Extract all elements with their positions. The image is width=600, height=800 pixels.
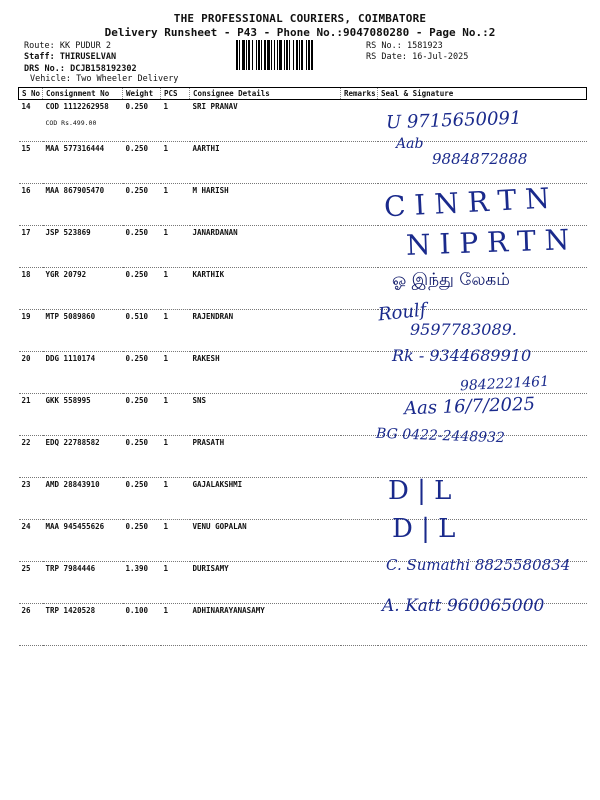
cell-sno-text: 14 xyxy=(21,102,31,111)
cell-pcs-text: 1 xyxy=(163,480,169,489)
col-header-weight: Weight xyxy=(123,88,161,100)
cell-pcs xyxy=(161,352,190,394)
drs-label: DRS No.: xyxy=(24,64,65,74)
cell-weight-text: 1.390 xyxy=(125,564,149,573)
cell-consignee-text: SRI PRANAV xyxy=(192,102,238,111)
handwriting-row-19-phone: 9597783089. xyxy=(410,320,517,339)
cell-remarks xyxy=(341,268,378,310)
rs-date-label: RS Date: xyxy=(366,52,407,62)
cell-consignee-text: RAKESH xyxy=(192,354,220,363)
cell-weight xyxy=(123,226,161,268)
cell-sno xyxy=(19,142,43,184)
cell-consignment xyxy=(43,436,123,478)
cell-weight-text: 0.250 xyxy=(125,228,149,237)
cell-consignment xyxy=(43,100,123,142)
cell-sno-text: 21 xyxy=(21,396,31,405)
cell-remarks xyxy=(341,184,378,226)
staff-value: THIRUSELVAN xyxy=(59,52,117,62)
handwriting-row-25: C. Sumathi 8825580834 xyxy=(386,556,571,574)
cell-pcs xyxy=(161,142,190,184)
cell-remarks xyxy=(341,310,378,352)
cell-consignee xyxy=(190,184,341,226)
handwriting-row-26: A. Katt 960065000 xyxy=(382,596,545,616)
cell-consignee-text: JANARDANAN xyxy=(192,228,238,237)
handwriting-row-15-sign: Aab xyxy=(396,136,424,152)
cell-pcs-text: 1 xyxy=(163,522,169,531)
cell-pcs xyxy=(161,394,190,436)
col-header-signature: Seal & Signature xyxy=(378,88,587,100)
cell-pcs-text: 1 xyxy=(163,102,169,111)
cell-sno-text: 26 xyxy=(21,606,31,615)
cell-consignee xyxy=(190,268,341,310)
cell-consignment-text: EDQ 22788582 xyxy=(45,438,100,447)
route-line xyxy=(24,41,111,53)
route-label: Route: xyxy=(24,41,55,51)
cell-sno-text: 17 xyxy=(21,228,31,237)
cell-sno xyxy=(19,310,43,352)
handwriting-row-21-sign: Aas 16/7/2025 xyxy=(403,393,536,420)
cell-weight-text: 0.250 xyxy=(125,354,149,363)
cell-weight xyxy=(123,268,161,310)
cell-sno xyxy=(19,436,43,478)
cell-pcs xyxy=(161,478,190,520)
cell-remarks xyxy=(341,562,378,604)
cell-weight-text: 0.250 xyxy=(125,396,149,405)
cell-sno-text: 20 xyxy=(21,354,31,363)
cell-consignment xyxy=(43,394,123,436)
vehicle-value: Two Wheeler Delivery xyxy=(76,74,179,84)
cod-amount: COD Rs.499.00 xyxy=(45,119,97,127)
cell-sno-text: 15 xyxy=(21,144,31,153)
cell-consignment-text: COD 1112262958 xyxy=(45,102,109,111)
cell-consignment xyxy=(43,478,123,520)
cell-consignment xyxy=(43,268,123,310)
cell-consignee-text: ADHINARAYANASAMY xyxy=(192,606,265,615)
company-title: THE PROFESSIONAL COURIERS, COIMBATORE xyxy=(173,12,427,25)
cell-remarks xyxy=(341,520,378,562)
cell-sno-text: 25 xyxy=(21,564,31,573)
col-header-sno: S No xyxy=(19,88,43,100)
cell-weight xyxy=(123,142,161,184)
handwriting-row-17: N I P R T N xyxy=(405,223,570,262)
cell-remarks xyxy=(341,394,378,436)
col-header-remarks: Remarks xyxy=(341,88,378,100)
cell-sno-text: 16 xyxy=(21,186,31,195)
cell-consignee xyxy=(190,310,341,352)
cell-weight xyxy=(123,310,161,352)
cell-consignee xyxy=(190,562,341,604)
handwriting-row-16: C I N R T N xyxy=(383,181,551,224)
cell-sno-text: 24 xyxy=(21,522,31,531)
cell-consignee-text: GAJALAKSHMI xyxy=(192,480,243,489)
barcode xyxy=(236,40,360,70)
drs-value: DCJB158192302 xyxy=(70,64,137,74)
cell-sno xyxy=(19,478,43,520)
cell-sno xyxy=(19,268,43,310)
cell-consignment-text: MTP 5089860 xyxy=(45,312,96,321)
cell-weight-text: 0.250 xyxy=(125,480,149,489)
cell-sno-text: 22 xyxy=(21,438,31,447)
cell-weight xyxy=(123,394,161,436)
cell-remarks xyxy=(341,226,378,268)
cell-consignment-text: MAA 577316444 xyxy=(45,144,105,153)
cell-pcs xyxy=(161,268,190,310)
staff-line xyxy=(24,52,116,64)
cell-sno-text: 23 xyxy=(21,480,31,489)
cell-consignee-text: KARTHIK xyxy=(192,270,225,279)
staff-label: Staff: xyxy=(24,52,55,62)
handwriting-row-18: ஓ இந்து லேகம் xyxy=(392,270,510,290)
cell-pcs xyxy=(161,562,190,604)
cell-pcs-text: 1 xyxy=(163,144,169,153)
cell-weight xyxy=(123,100,161,142)
cell-weight-text: 0.250 xyxy=(125,438,149,447)
cell-remarks xyxy=(341,604,378,646)
cell-remarks xyxy=(341,436,378,478)
cell-pcs xyxy=(161,604,190,646)
cell-weight xyxy=(123,478,161,520)
cell-consignment xyxy=(43,562,123,604)
cell-sno-text: 19 xyxy=(21,312,31,321)
rs-no-line xyxy=(366,41,443,53)
cell-consignee xyxy=(190,478,341,520)
cell-sno xyxy=(19,100,43,142)
table-row xyxy=(19,478,587,520)
runsheet-subtitle: Delivery Runsheet - P43 - Phone No.:9047080280 - Page No.:2 xyxy=(104,26,496,39)
handwriting-row-21-phone: 9842221461 xyxy=(459,373,550,395)
cell-consignment-text: MAA 867905470 xyxy=(45,186,105,195)
rs-date-value: 16-Jul-2025 xyxy=(412,52,469,62)
cell-weight-text: 0.100 xyxy=(125,606,149,615)
cell-remarks xyxy=(341,100,378,142)
cell-consignment-text: MAA 945455626 xyxy=(45,522,105,531)
cell-pcs-text: 1 xyxy=(163,396,169,405)
cell-pcs xyxy=(161,100,190,142)
cell-weight xyxy=(123,562,161,604)
cell-weight-text: 0.250 xyxy=(125,270,149,279)
cell-sno xyxy=(19,352,43,394)
cell-consignee-text: M HARISH xyxy=(192,186,229,195)
cell-consignee xyxy=(190,352,341,394)
cell-consignee-text: DURISAMY xyxy=(192,564,229,573)
cell-pcs-text: 1 xyxy=(163,228,169,237)
handwriting-row-19-sign: Roulf xyxy=(377,299,428,326)
cell-remarks xyxy=(341,352,378,394)
col-header-consignee: Consignee Details xyxy=(190,88,341,100)
table-header-row xyxy=(19,88,587,100)
cell-pcs-text: 1 xyxy=(163,354,169,363)
cell-weight-text: 0.250 xyxy=(125,144,149,153)
cell-consignment-text: JSP 523869 xyxy=(45,228,91,237)
cell-consignment-text: AMD 28843910 xyxy=(45,480,100,489)
cell-sno xyxy=(19,520,43,562)
cell-consignee xyxy=(190,100,341,142)
cell-weight-text: 0.250 xyxy=(125,522,149,531)
cell-sno-text: 18 xyxy=(21,270,31,279)
cell-weight-text: 0.510 xyxy=(125,312,149,321)
handwriting-row-24: D | L xyxy=(392,514,456,544)
cell-pcs xyxy=(161,226,190,268)
cell-pcs xyxy=(161,310,190,352)
cell-consignee-text: VENU GOPALAN xyxy=(192,522,247,531)
cell-consignee-text: SNS xyxy=(192,396,207,405)
cell-pcs-text: 1 xyxy=(163,270,169,279)
cell-consignee xyxy=(190,520,341,562)
col-header-consignment: Consignment No xyxy=(43,88,123,100)
handwriting-row-22: BG 0422-2448932 xyxy=(375,425,506,447)
cell-consignment xyxy=(43,520,123,562)
cell-weight xyxy=(123,436,161,478)
cell-consignee-text: AARTHI xyxy=(192,144,220,153)
cell-consignment xyxy=(43,604,123,646)
rs-date-line xyxy=(366,52,468,64)
cell-consignment-text: TRP 1420528 xyxy=(45,606,96,615)
cell-consignment xyxy=(43,310,123,352)
cell-consignment-text: TRP 7984446 xyxy=(45,564,96,573)
cell-pcs-text: 1 xyxy=(163,186,169,195)
cell-sno xyxy=(19,184,43,226)
cell-consignment xyxy=(43,226,123,268)
cell-sno xyxy=(19,604,43,646)
rs-no-label: RS No.: xyxy=(366,41,402,51)
cell-remarks xyxy=(341,142,378,184)
cell-consignee xyxy=(190,226,341,268)
cell-weight-text: 0.250 xyxy=(125,102,149,111)
cell-consignee xyxy=(190,394,341,436)
cell-consignment xyxy=(43,184,123,226)
barcode-bar xyxy=(313,40,314,70)
cell-consignment-text: YGR 20792 xyxy=(45,270,87,279)
cell-weight xyxy=(123,520,161,562)
cell-pcs xyxy=(161,436,190,478)
handwriting-row-23: D | L xyxy=(388,476,452,506)
cell-consignee-text: RAJENDRAN xyxy=(192,312,234,321)
cell-sno xyxy=(19,394,43,436)
cell-consignment-text: DDG 1110174 xyxy=(45,354,96,363)
handwriting-row-20: Rk - 9344689910 xyxy=(392,346,532,365)
cell-weight-text: 0.250 xyxy=(125,186,149,195)
cell-weight xyxy=(123,604,161,646)
cell-pcs xyxy=(161,184,190,226)
cell-consignee xyxy=(190,436,341,478)
cell-consignment xyxy=(43,142,123,184)
cell-consignee xyxy=(190,604,341,646)
cell-remarks xyxy=(341,478,378,520)
vehicle-line xyxy=(30,74,178,86)
rs-no-value: 1581923 xyxy=(406,41,443,51)
cell-weight xyxy=(123,184,161,226)
cell-weight xyxy=(123,352,161,394)
cell-sno xyxy=(19,226,43,268)
cell-pcs-text: 1 xyxy=(163,438,169,447)
cell-consignment-text: GKK 558995 xyxy=(45,396,91,405)
handwriting-row-14: U 9715650091 xyxy=(385,107,522,134)
cell-pcs-text: 1 xyxy=(163,564,169,573)
handwriting-row-15-phone: 9884872888 xyxy=(432,150,528,168)
col-header-pcs: PCS xyxy=(161,88,190,100)
cell-sno xyxy=(19,562,43,604)
route-value: KK PUDUR 2 xyxy=(59,41,112,51)
vehicle-label: Vehicle: xyxy=(30,74,71,84)
cell-consignment xyxy=(43,352,123,394)
cell-consignee-text: PRASATH xyxy=(192,438,225,447)
cell-pcs-text: 1 xyxy=(163,312,169,321)
cell-pcs xyxy=(161,520,190,562)
cell-consignee xyxy=(190,142,341,184)
cell-pcs-text: 1 xyxy=(163,606,169,615)
